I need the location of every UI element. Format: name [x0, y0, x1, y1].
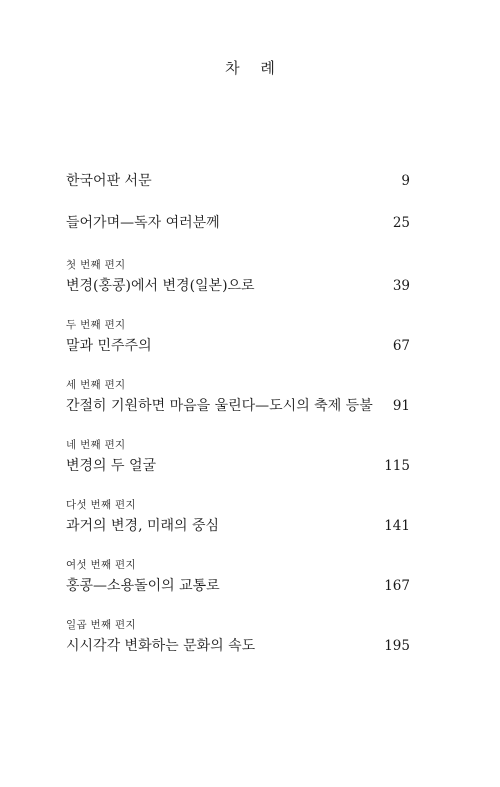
- toc-entry-kicker: 일곱 번째 편지: [66, 619, 136, 631]
- toc-entry-page-number: 91: [392, 398, 410, 414]
- toc-entry-page-number: 25: [392, 215, 410, 231]
- toc-entry-title: 홍콩—소용돌이의 교통로: [66, 578, 220, 594]
- toc-entry-page-number: 9: [401, 173, 410, 189]
- toc-entry-page-number: 167: [384, 578, 410, 594]
- toc-entry-letter-4: [66, 438, 410, 475]
- toc-entry-page-number: 39: [392, 278, 410, 294]
- toc-entry-row: [66, 172, 410, 190]
- toc-entry-title: 간절히 기원하면 마음을 울린다—도시의 축제 등불: [66, 398, 373, 414]
- toc-entry-row: [66, 277, 410, 295]
- toc-entry-row: [66, 337, 410, 355]
- toc-entry-kicker: 여섯 번째 편지: [66, 559, 136, 571]
- toc-entry-row: [66, 397, 410, 415]
- toc-entry-kicker: 세 번째 편지: [66, 379, 126, 391]
- toc-entry-title: 변경의 두 얼굴: [66, 458, 157, 474]
- page-title: 차 례: [225, 59, 283, 77]
- toc-entry-kicker: 다섯 번째 편지: [66, 499, 136, 511]
- toc-entry-preface-korean: [66, 172, 410, 190]
- toc-entry-row: [66, 637, 410, 655]
- toc-entry-letter-3: [66, 378, 410, 415]
- toc-entry-page-number: 141: [384, 518, 410, 534]
- toc-entry-letter-2: [66, 318, 410, 355]
- toc-entry-letter-1: [66, 258, 410, 295]
- toc-entry-row: [66, 214, 410, 232]
- toc-entry-letter-7: [66, 618, 410, 655]
- toc-entry-title: 한국어판 서문: [66, 173, 152, 189]
- toc-entry-page-number: 195: [384, 638, 410, 654]
- toc-entry-title: 과거의 변경, 미래의 중심: [66, 518, 220, 534]
- toc-entry-introduction: [66, 214, 410, 232]
- toc-entry-page-number: 67: [392, 338, 410, 354]
- toc-entry-title: 시시각각 변화하는 문화의 속도: [66, 638, 256, 654]
- toc-entry-row: [66, 457, 410, 475]
- toc-entry-row: [66, 577, 410, 595]
- toc-entry-page-number: 115: [384, 458, 410, 474]
- toc-entry-kicker: 네 번째 편지: [66, 439, 126, 451]
- toc-entry-row: [66, 517, 410, 535]
- toc-entry-title: 변경(홍콩)에서 변경(일본)으로: [66, 278, 255, 294]
- toc-entry-title: 말과 민주주의: [66, 338, 152, 354]
- toc-entry-title: 들어가며—독자 여러분께: [66, 215, 220, 231]
- toc-entry-letter-6: [66, 558, 410, 595]
- toc-entry-kicker: 두 번째 편지: [66, 319, 126, 331]
- toc-entry-kicker: 첫 번째 편지: [66, 259, 126, 271]
- toc-entry-letter-5: [66, 498, 410, 535]
